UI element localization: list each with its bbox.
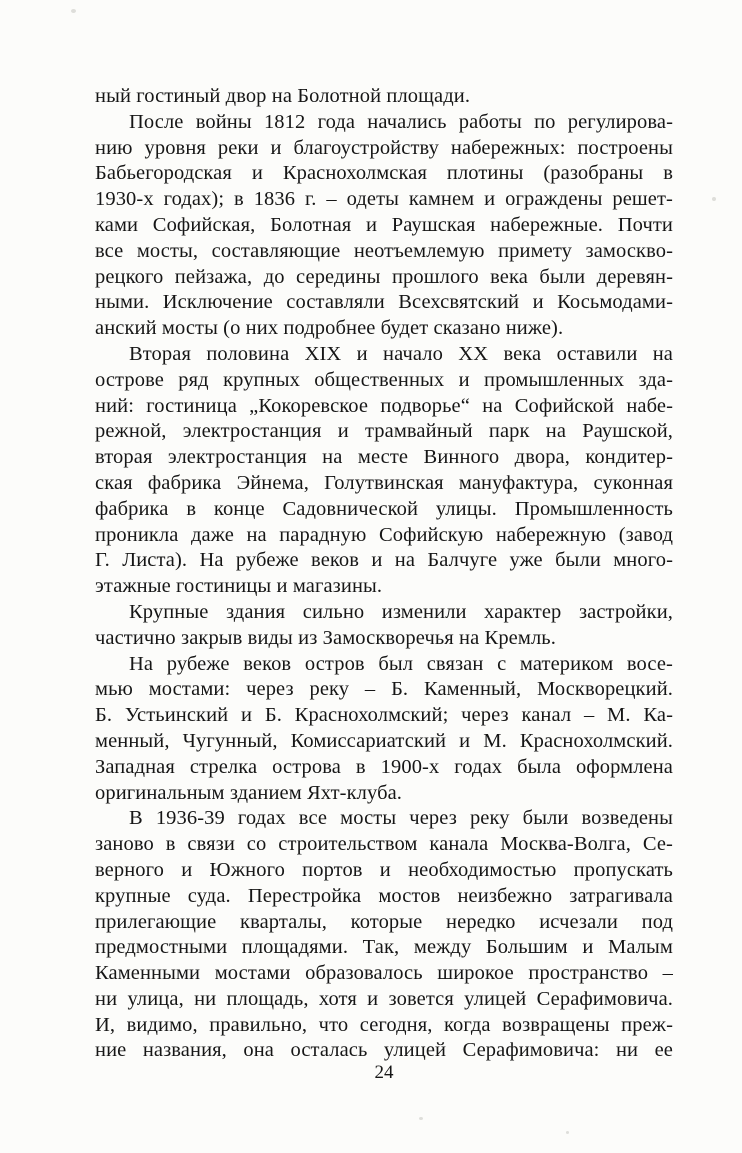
text-line: ный гостиный двор на Болотной площади. xyxy=(95,85,471,107)
text-line: заново в связи со строительством канала Москва-Волга, Се- xyxy=(95,833,673,856)
page-text xyxy=(95,84,673,1064)
text-line: В 1936-39 годах все мосты через реку были возведены xyxy=(129,807,673,830)
text-line: 1930-х годах); в 1836 г. – одеты камнем и ограждены решет- xyxy=(95,188,673,211)
text-line: ни улица, ни площадь, хотя и зовется улицей Серафимовича. xyxy=(95,987,673,1010)
text-line: анский мосты (о них подробнее будет сказано ниже). xyxy=(95,317,564,340)
text-line: менный, Чугунный, Комиссариатский и М. Краснохолмский. xyxy=(95,729,673,752)
paragraph xyxy=(95,652,673,807)
scan-speck xyxy=(71,9,76,13)
text-line: И, видимо, правильно, что сегодня, когда возвращены преж- xyxy=(95,1013,673,1036)
text-line: фабрика в конце Садовнической улицы. Промышленность xyxy=(95,497,673,520)
text-line: мью мостами: через реку – Б. Каменный, Москворецкий. xyxy=(95,678,673,701)
text-line: верного и Южного портов и необходимостью пропускать xyxy=(95,858,673,881)
text-line: После войны 1812 года начались работы по регулирова- xyxy=(129,110,673,133)
text-line: вторая электростанция на месте Винного двора, кондитер- xyxy=(95,446,673,469)
scan-speck xyxy=(419,1117,423,1120)
paragraph xyxy=(95,342,673,600)
scan-speck xyxy=(566,1131,569,1134)
text-line: рецкого пейзажа, до середины прошлого века были деревян- xyxy=(95,265,673,288)
text-line: ными. Исключение составляли Всехсвятский и Косьмодами- xyxy=(95,291,673,314)
text-line: предмостными площадями. Так, между Большим и Малым xyxy=(95,936,673,959)
paragraph xyxy=(95,806,673,1064)
text-line: частично закрыв виды из Замоскворечья на Кремль. xyxy=(95,626,556,649)
text-line: Г. Листа). На рубеже веков и на Балчуге уже были много- xyxy=(95,549,673,572)
text-line: ская фабрика Эйнема, Голутвинская мануфактура, суконная xyxy=(95,471,673,494)
paragraph xyxy=(95,110,673,342)
text-line: Западная стрелка острова в 1900-х годах была оформлена xyxy=(95,755,673,778)
text-line: Вторая половина XIX и начало XX века оставили на xyxy=(129,342,673,365)
text-line: ками Софийская, Болотная и Раушская набережные. Почти xyxy=(95,213,673,236)
text-line: все мосты, составляющие неотъемлемую примету замоскво- xyxy=(95,239,673,262)
text-line: ние названия, она осталась улицей Серафимовича: ни ее xyxy=(95,1039,673,1062)
scan-speck xyxy=(712,197,716,201)
text-line: Бабьегородская и Краснохолмская плотины (разобраны в xyxy=(95,162,673,185)
text-line: На рубеже веков остров был связан с материком восе- xyxy=(129,652,673,675)
text-line: нию уровня реки и благоустройству набережных: построены xyxy=(95,136,673,159)
text-line: острове ряд крупных общественных и промышленных зда- xyxy=(95,368,673,391)
text-line: ний: гостиница „Кокоревское подворье“ на Софийской набе- xyxy=(95,394,673,417)
text-line: прилегающие кварталы, которые нередко исчезали под xyxy=(95,910,673,933)
page-number: 24 xyxy=(374,1062,394,1083)
text-line: Крупные здания сильно изменили характер застройки, xyxy=(129,600,673,623)
text-line: оригинальным зданием Яхт-клуба. xyxy=(95,781,403,804)
text-line: режной, электростанция и трамвайный парк на Раушской, xyxy=(95,420,673,443)
text-line: Каменными мостами образовалось широкое пространство – xyxy=(95,962,673,985)
paragraph xyxy=(95,600,673,652)
text-line: Б. Устьинский и Б. Краснохолмский; через канал – М. Ка- xyxy=(95,704,673,727)
text-line: крупные суда. Перестройка мостов неизбежно затрагивала xyxy=(95,884,673,907)
text-line: проникла даже на парадную Софийскую набережную (завод xyxy=(95,523,673,546)
paragraph xyxy=(95,84,673,110)
text-line: этажные гостиницы и магазины. xyxy=(95,575,383,598)
